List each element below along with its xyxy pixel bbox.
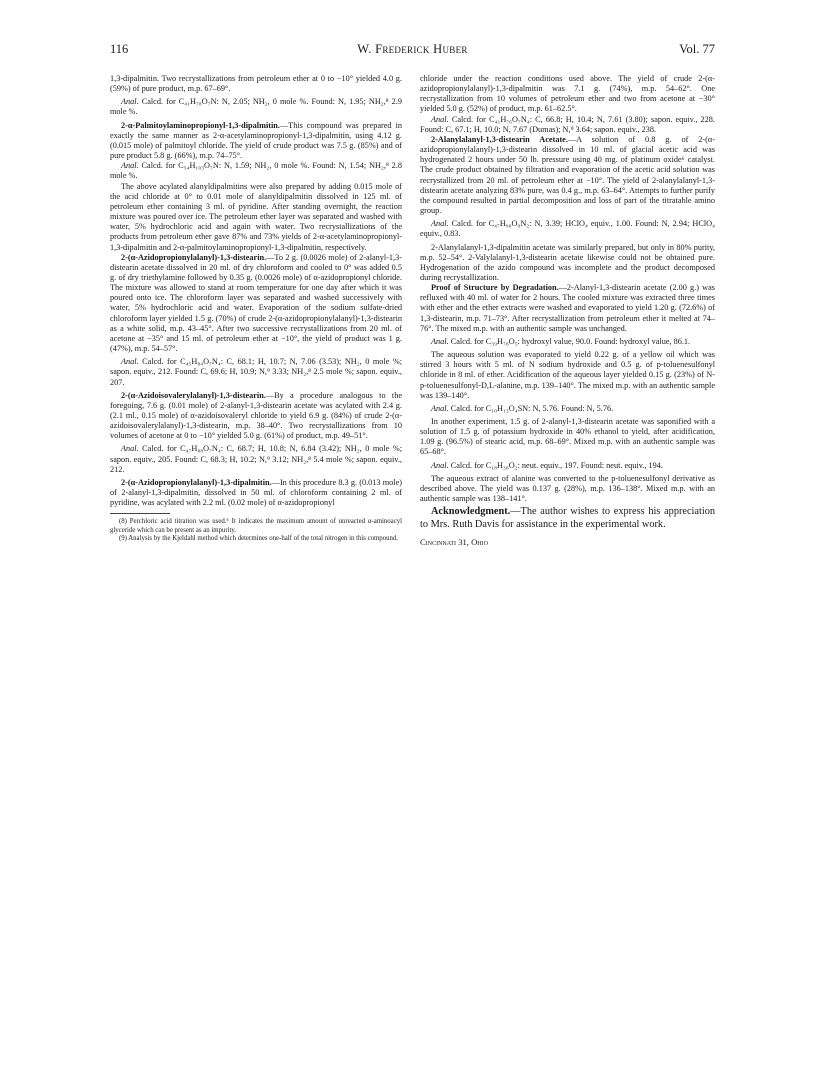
analysis-paragraph	[420, 219, 715, 239]
section-heading: 2-α-Palmitoylaminopropionyl-1,3-dipalmitin.	[121, 120, 280, 130]
anal-label: Anal.	[431, 460, 449, 470]
section-paragraph	[420, 283, 715, 334]
analysis-text: Calcd. for C₄₇H₈₈O₇N₄: C, 68.7; H, 10.8; N, 6.84 (3.42); NH₂, 0 mole %; sapon. equiv., 205. Found: C, 68.3; H, 10.2; N,⁹ 3.12; NH₂,⁸ 5.4 mole %; sapon. equiv., 212.	[110, 444, 402, 474]
footnotes	[110, 518, 402, 543]
section-paragraph	[110, 391, 402, 442]
footnote: (8) Perchloric acid titration was used.⁶ It indicates the maximum amount of unreacted α-aminoacyl glyceride which can be present as an impurity.	[110, 518, 402, 534]
paragraph-text: —2-Alanyl-1,3-distearin acetate (2.00 g.) was refluxed with 40 ml. of water for 2 hours. The cooled mixture was extracted three times with ether and the ether extracts were washed and evaporated to yield 1.20 g. (72.6%) of 1,3-distearin, m.p. 71–73°. After recrystallization from petroleum ether it melted at 74–76°. The mixed m.p. with an authentic sample was unchanged.	[420, 283, 715, 333]
analysis-text: Calcd. for C₄₁H₇₆O₇N₄: C, 66.8; H, 10.4; N, 7.61 (3.80); sapon. equiv., 228. Found: C, 67.1; H, 10.0; N, 7.67 (Dumas); N,⁹ 3.64; sapon. equiv., 238.	[420, 114, 715, 134]
analysis-text: Calcd. for C₄₅H₈₄O₇N₄: C, 68.1; H, 10.7; N, 7.06 (3.53); NH₂, 0 mole %; sapon. equiv., 212. Found: C, 69.6; H, 10.9; N,⁹ 3.33; NH₂,⁸ 2.5 mole %; sapon. equiv., 207.	[110, 357, 402, 387]
analysis-text: Calcd. for C₅₄H₁₀₃O₇N: N, 1.59; NH₂, 0 mole %. Found: N, 1.54; NH₂,⁸ 2.8 mole %.	[110, 161, 402, 181]
paragraph-text: —In this procedure 8.3 g. (0.013 mole) of 2-alanyl-1,3-dipalmitin, dissolved in 50 ml. of chloroform containing 2 ml. of pyridine, was acylated with 2.2 ml. (0.02 mole) of α-azidopropionyl	[110, 477, 402, 508]
analysis-paragraph	[110, 161, 402, 181]
paragraph: The aqueous extract of alanine was converted to the p-toluenesulfonyl derivative as described above. The yield was 0.137 g. (28%), m.p. 136–138°. Mixed m.p. with an authentic sample was 138–141°.	[420, 473, 715, 504]
section-paragraph	[110, 121, 402, 162]
analysis-text: Calcd. for C₃₉H₇₆O₅: hydroxyl value, 90.0. Found: hydroxyl value, 86.1.	[448, 336, 691, 346]
anal-label: Anal.	[121, 357, 139, 367]
paragraph-text: —This compound was prepared in exactly the same manner as 2-α-acetylaminopropionyl-1,3-dipalmitin, using 4.12 g. (0.015 mole) of palmitoyl chloride. The yield of crude product was 7.5 g. (85%) and of pure product 5.8 g. (66%), m.p. 74–75°.	[110, 120, 402, 161]
anal-label: Anal.	[121, 444, 139, 454]
footnote: (9) Analysis by the Kjeldahl method which determines one-half of the total nitrogen in this compound.	[119, 534, 398, 542]
running-head-author: W. Frederick Huber	[357, 42, 468, 56]
right-column	[420, 74, 715, 547]
paragraph: The aqueous solution was evaporated to yield 0.22 g. of a yellow oil which was stirred 3 hours with 5 ml. of N sodium hydroxide and 0.5 g. of p-toluenesulfonyl chloride in 8 ml. of ether. Acidification of the aqueous layer yielded 0.15 g. (23%) of N-p-toluenesulfonyl-D,L-alanine, m.p. 139–140°. The mixed m.p. with an authentic sample was 139–140°.	[420, 350, 715, 400]
anal-label: Anal.	[121, 161, 139, 171]
section-paragraph	[110, 478, 402, 508]
paragraph: chloride under the reaction conditions used above. The yield of crude 2-(α-azidopropionylalanyl)-1,3-dipalmitin was 7.1 g. (74%), m.p. 54–62°. One recrystallization from 10 volumes of petroleum ether and two from acetone at −30° yielded 5.0 g. (52%) of product, m.p. 61–62.5°.	[420, 74, 715, 114]
section-heading: Proof of Structure by Degradation.	[431, 283, 559, 293]
anal-label: Anal.	[431, 219, 449, 229]
analysis-paragraph	[420, 115, 715, 135]
page-number: 116	[110, 42, 129, 56]
paragraph: The above acylated alanyldipalmitins were also prepared by adding 0.015 mole of the acid chloride at 0° to 0.01 mole of alanyldipalmitin dissolved in 125 ml. of petroleum ether containing 3 ml. of pyridine. After standing overnight, the reaction mixture was poured over ice. The petroleum ether layer was separated and washed with water, 5% hydrochloric acid and again with water. Two recrystallizations of the products from petroleum ether gave 87% and 73% yields of 2-α-acetylaminopropionyl-1,3-dipalmitin and 2-α-palmitoylaminopropionyl-1,3-dipalmitin, respectively.	[110, 181, 402, 252]
volume-label: Vol. 77	[679, 42, 715, 56]
author-address: Cincinnati 31, Ohio	[420, 537, 488, 548]
section-heading: 2-Alanylalanyl-1,3-distearin Acetate.	[431, 134, 568, 144]
analysis-paragraph	[420, 404, 715, 414]
section-heading: 2-(α-Azidopropionylalanyl)-1,3-distearin.	[121, 252, 267, 262]
anal-label: Anal.	[431, 403, 449, 413]
section-heading: 2-(α-Azidopropionylalanyl)-1,3-dipalmitin.	[121, 477, 272, 487]
analysis-paragraph	[110, 444, 402, 474]
anal-label: Anal.	[121, 97, 139, 107]
paragraph: In another experiment, 1.5 g. of 2-alanyl-1,3-distearin acetate was saponified with a solution of 1.5 g. of potassium hydroxide in 40% ethanol to yield, after acidification, 1.09 g. (96.5%) of stearic acid, m.p. 68–69°. Mixed m.p. with an authentic sample was 65–68°.	[420, 417, 715, 457]
analysis-paragraph	[110, 357, 402, 387]
analysis-text: Calcd. for C₁₀H₁₃O₄SN: N, 5.76. Found: N, 5.76.	[448, 403, 614, 413]
left-column	[110, 74, 402, 543]
paragraph-text: —To 2 g. (0.0026 mole) of 2-alanyl-1,3-distearin acetate dissolved in 20 ml. of dry chloroform and cooled to 0° was added 0.5 g. of dry triethylamine followed by 0.35 g. (0.0026 mole) of α-azidopropionyl chloride. The mixture was allowed to stand at room temperature for one day after which it was poured onto ice. The chloroform layer was separated and washed successively with water, 5% hydrochloric acid and water. Evaporation of the sodium sulfate-dried chloroform layer yielded 1.5 g. (70%) of crude 2-(α-azidopropionylalanyl)-1,3-distearin as a white solid, m.p. 43–45°. After two successive recrystallizations from 20 ml. of acetone at −35° and 15 ml. of petroleum ether at −10°, the yield of product was 1 g. (47%), m.p. 54–57°.	[110, 252, 402, 354]
paragraph: 1,3-dipalmitin. Two recrystallizations from petroleum ether at 0 to −10° yielded 4.0 g. (59%) of pure product, m.p. 67–69°.	[110, 74, 402, 94]
analysis-text: Calcd. for C₄₁H₇₈O₇N: N, 2.05; NH₂, 0 mole %. Found: N, 1.95; NH₂,⁸ 2.9 mole %.	[110, 97, 402, 117]
paragraph-text: —A solution of 0.8 g. of 2-(α-azidopropionylalanyl)-1,3-distearin dissolved in 10 ml. of glacial acetic acid was hydrogenated 2 hours under 50 lb. pressure using 40 mg. of platinum oxide⁶ catalyst. The crude product obtained by filtration and evaporation of the acetic acid solution was recrystallized from 20 ml. of petroleum ether at −10°. The yield of 2-alanylalanyl-1,3-distearin acetate analyzing 83% pure, was 0.4 g., m.p. 63–64°. Attempts to further purify the compound resulted in partial decomposition and loss of part of the titratable amino group.	[420, 134, 715, 216]
paragraph: 2-Alanylalanyl-1,3-dipalmitin acetate was similarly prepared, but only in 80% purity, m.p. 52–54°. 2-Valylalanyl-1,3-distearin acetate likewise could not be obtained pure. Hydrogenation of the azido compound was incomplete and the product decomposed during recrystallization.	[420, 242, 715, 282]
paragraph-text: —By a procedure analogous to the foregoing, 7.6 g. (0.01 mole) of 2-alanyl-1,3-distearin acetate was acylated with 2.4 g. (2.1 ml., 0.15 mole) of α-azidoisovaleryl chloride to yield 6.9 g. (84%) of crude 2-(α-azidoisovalerylalanyl)-1,3-distearin, m.p. 38–40°. Two recrystallizations from 10 volumes of acetone at 0 to −10° yielded 5.0 g. (61%) of product, m.p. 49–51°.	[110, 390, 402, 441]
page-header	[110, 42, 715, 60]
anal-label: Anal.	[431, 336, 449, 346]
section-paragraph	[420, 135, 715, 216]
footnote-divider	[110, 513, 170, 514]
acknowledgment-heading: Acknowledgment.	[431, 506, 511, 518]
analysis-text: Calcd. for C₄₇H₉₀O₉N₂: N, 3.39; HClO₄ equiv., 1.00. Found: N, 2.94; HClO₄ equiv., 0.83.	[420, 219, 715, 239]
anal-label: Anal.	[431, 114, 449, 124]
analysis-paragraph	[420, 461, 715, 471]
analysis-paragraph	[420, 337, 715, 347]
section-heading: 2-(α-Azidoisovalerylalanyl)-1,3-distearin.	[121, 390, 266, 400]
analysis-paragraph	[110, 97, 402, 117]
acknowledgment-text: —The author wishes to express his appreciation to Mrs. Ruth Davis for assistance in the experimental work.	[420, 506, 715, 530]
section-paragraph	[110, 253, 402, 355]
acknowledgment	[420, 506, 715, 531]
analysis-text: Calcd. for C₁₈H₃₆O₂: neut. equiv., 197. Found: neut. equiv., 194.	[448, 460, 663, 470]
